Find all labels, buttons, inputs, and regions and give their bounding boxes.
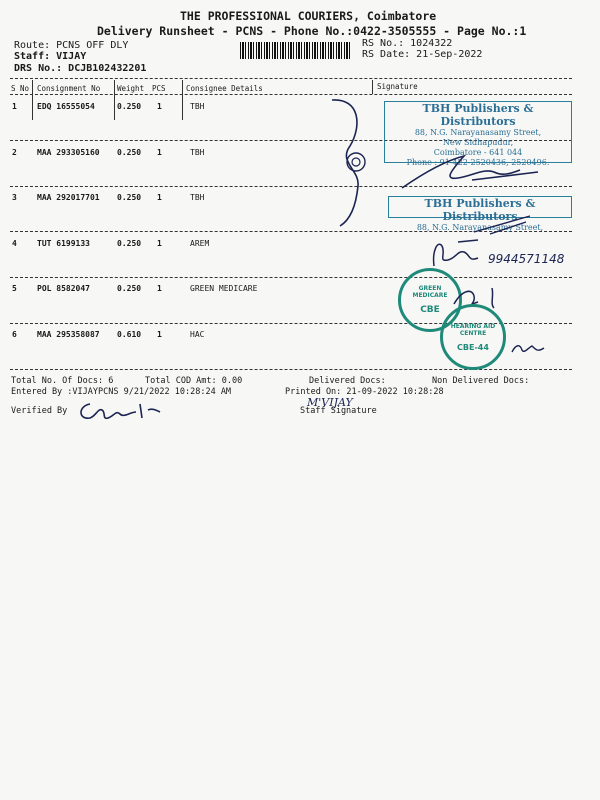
- seal-name: GREEN MEDICARE: [412, 285, 448, 299]
- row-weight: 0.610: [117, 330, 142, 339]
- row-consignment: TUT 6199133: [37, 239, 90, 248]
- row-pcs: 1: [157, 102, 162, 111]
- row-sno: 2: [12, 148, 17, 157]
- column-divider: [372, 80, 373, 94]
- signature-row2: [398, 150, 548, 195]
- row-weight: 0.250: [117, 102, 142, 111]
- stamp-name: TBH Publishers & Distributors: [424, 197, 536, 223]
- seal-city: CBE: [420, 305, 440, 315]
- handwritten-phone: 9944571148: [488, 252, 565, 266]
- signature-row3: [470, 212, 540, 236]
- company-title: THE PROFESSIONAL COURIERS, Coimbatore: [180, 9, 437, 23]
- row-rule: [10, 369, 572, 370]
- row-sno: 6: [12, 330, 17, 339]
- row-consignment: MAA 293305160: [37, 148, 100, 157]
- col-weight: Weight: [117, 84, 145, 93]
- row-weight: 0.250: [117, 239, 142, 248]
- printed-on: Printed On: 21-09-2022 10:28:28: [285, 387, 444, 397]
- total-docs: Total No. Of Docs: 6: [11, 376, 114, 386]
- row-pcs: 1: [157, 284, 162, 293]
- col-consignment: Consignment No: [37, 84, 101, 93]
- row-weight: 0.250: [117, 193, 142, 202]
- column-divider: [182, 80, 183, 120]
- stamp-address: New Sidhapudur,: [442, 138, 514, 147]
- stamp-name: TBH Publishers & Distributors: [422, 102, 534, 128]
- barcode: [240, 42, 352, 59]
- table-top-rule: [10, 78, 572, 79]
- row-sno: 4: [12, 239, 17, 248]
- seal-city: CBE-44: [457, 343, 489, 352]
- signature-row6: [508, 338, 548, 358]
- row-consignee: TBH: [190, 148, 205, 157]
- row-sno: 1: [12, 102, 17, 111]
- row-consignee: HAC: [190, 330, 205, 339]
- row-rule: [10, 277, 572, 278]
- drs-number: DRS No.: DCJB102432201: [14, 63, 147, 74]
- col-pcs: PCS: [152, 84, 166, 93]
- staff-sign-handwritten: M'VIJAY: [307, 396, 353, 409]
- hearing-aid-centre-seal: [440, 304, 506, 370]
- row-consignment: MAA 292017701: [37, 193, 100, 202]
- row-sno: 3: [12, 193, 17, 202]
- col-signature: Signature: [377, 82, 418, 91]
- seal-name: HEARING AID CENTRE: [450, 323, 496, 337]
- row-pcs: 1: [157, 239, 162, 248]
- rs-number: RS No.: 1024322: [362, 38, 453, 49]
- staff-signature-label: Staff Signature: [300, 406, 377, 416]
- row-consignee: GREEN MEDICARE: [190, 284, 258, 293]
- table-header-rule: [10, 94, 572, 95]
- rs-date: RS Date: 21-Sep-2022: [362, 49, 483, 60]
- row-consignee: AREM: [190, 239, 210, 248]
- row-consignment: EDQ 16555054: [37, 102, 95, 111]
- col-consignee: Consignee Details: [186, 84, 263, 93]
- row-consignment: MAA 295358087: [37, 330, 100, 339]
- staff-label: Staff: VIJAY: [14, 51, 87, 62]
- stamp-address: 88, N.G. Narayanasamy Street,: [414, 128, 542, 137]
- row-sno: 5: [12, 284, 17, 293]
- column-divider: [32, 80, 33, 120]
- row-pcs: 1: [157, 148, 162, 157]
- signature-row4: [428, 236, 486, 272]
- row-consignee: TBH: [190, 193, 205, 202]
- row-weight: 0.250: [117, 148, 142, 157]
- row-consignment: POL 8582047: [37, 284, 90, 293]
- delivered-docs: Delivered Docs:: [309, 376, 386, 386]
- entered-by: Entered By :VIJAYPCNS 9/21/2022 10:28:24 AM: [11, 387, 232, 397]
- column-divider: [114, 80, 115, 120]
- non-delivered-docs: Non Delivered Docs:: [432, 376, 530, 386]
- row-pcs: 1: [157, 330, 162, 339]
- stamp-phone: Phone : 91-422-2520436, 2520496.: [406, 158, 550, 167]
- stamp-address: Coimbatore - 641 044: [433, 148, 523, 157]
- handwritten-bracket: [320, 96, 380, 236]
- total-cod: Total COD Amt: 0.00: [145, 376, 243, 386]
- row-pcs: 1: [157, 193, 162, 202]
- col-sno: S No: [11, 84, 30, 93]
- stamp-address: 88, N.G. Narayanasamy Street,: [416, 223, 544, 232]
- verifier-signature: [76, 398, 176, 424]
- runsheet-title: Delivery Runsheet - PCNS - Phone No.:0422-3505555 - Page No.:1: [97, 24, 527, 38]
- row-weight: 0.250: [117, 284, 142, 293]
- verified-by-label: Verified By: [11, 406, 68, 416]
- route-label: Route: PCNS OFF DLY: [14, 40, 129, 51]
- row-consignee: TBH: [190, 102, 205, 111]
